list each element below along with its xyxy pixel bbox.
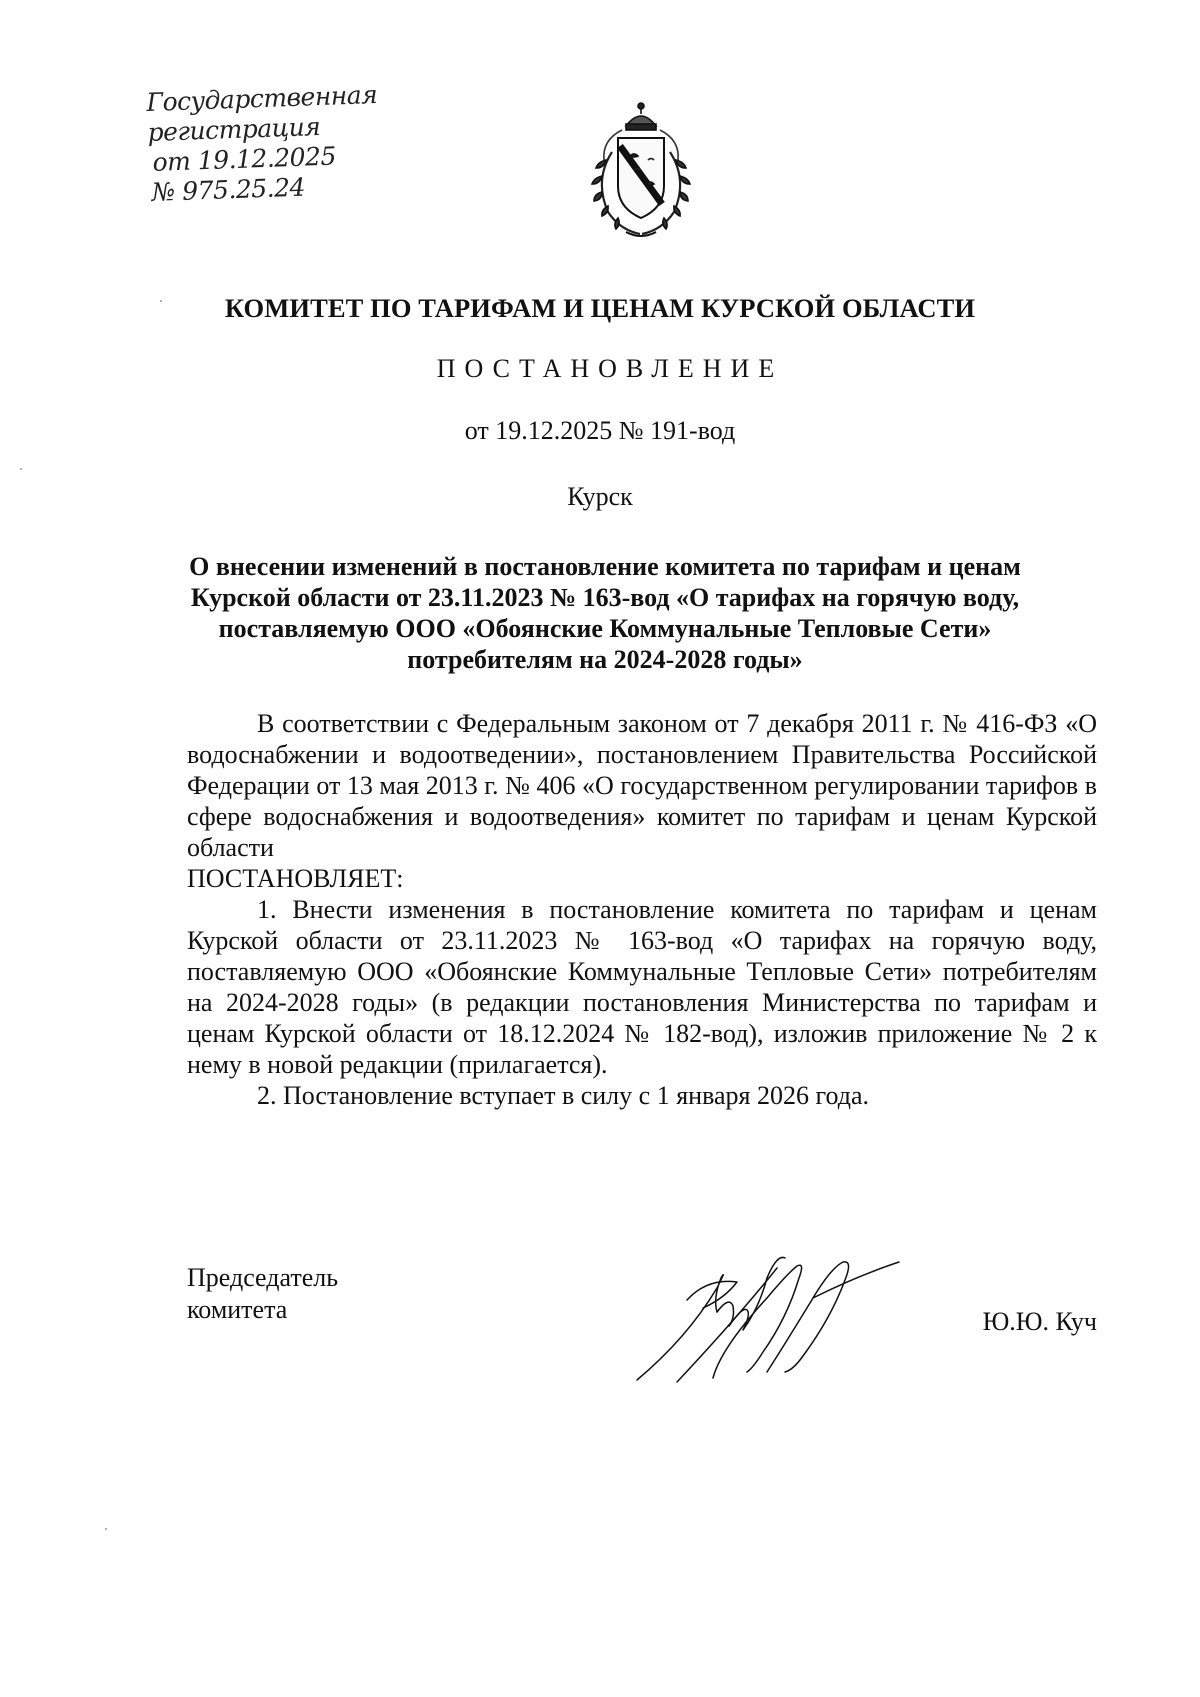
signatory-position	[187, 1262, 338, 1326]
handwritten-signature-icon	[617, 1248, 907, 1388]
document-city: Курск	[567, 482, 633, 511]
document-type-heading: ПОСТАНОВЛЕНИЕ	[436, 354, 784, 383]
item-2-paragraph: 2. Постановление вступает в силу с 1 января 2026 года.	[257, 1081, 870, 1110]
resolves-heading: ПОСТАНОВЛЯЕТ:	[187, 864, 404, 893]
registration-note-number: № 975.25.24	[151, 172, 306, 207]
scan-speck	[20, 468, 22, 470]
signatory-position-line: Председатель	[187, 1263, 339, 1292]
document-body	[187, 708, 1097, 1111]
registration-note-line: Государственная	[145, 79, 378, 118]
handwritten-registration-note	[146, 80, 380, 208]
item-1-paragraph: 1. Внести изменения в постановление комитета по тарифам и ценам Курской области от 23.11.2023 № 163-вод «О тарифах на горячую воду, поставляемую ООО «Обоянские Коммунальные Тепловые Сети» потребителям на 2024-2028 годы» (в редакции постановления Министерства по тарифам и ценам Курской области от 18.12.2024 № 182-вод), изложив приложение № 2 к нему в новой редакции (прилагается).	[187, 895, 1097, 1079]
scan-speck	[160, 300, 162, 302]
signatory-position-line: комитета	[187, 1295, 288, 1324]
document-subject: О внесении изменений в постановление комитета по тарифам и ценам Курской области от 23.11.2023 № 163-вод «О тарифах на горячую воду, поставляемую ООО «Обоянские Коммунальные Тепловые Сети» потребителям на 2024-2028 годы»	[189, 552, 1021, 674]
document-date-number: от 19.12.2025 № 191-вод	[464, 416, 736, 445]
registration-note-date: от 19.12.2025	[152, 141, 337, 177]
kursk-coat-of-arms-icon	[582, 100, 700, 242]
scan-speck	[105, 1528, 107, 1530]
signatory-name: Ю.Ю. Куч	[982, 1307, 1097, 1336]
preamble-paragraph: В соответствии с Федеральным законом от 7 декабря 2011 г. № 416-ФЗ «О водоснабжении и водоотведении», постановлением Правительства Российской Федерации от 13 мая 2013 г. № 406 «О государственном регулировании тарифов в сфере водоснабжения и водоотведения» комитет по тарифам и ценам Курской области	[187, 709, 1097, 862]
organization-title: КОМИТЕТ ПО ТАРИФАМ И ЦЕНАМ КУРСКОЙ ОБЛАСТИ	[224, 293, 976, 323]
registration-note-line: регистрация	[147, 112, 321, 148]
signature-block	[187, 1262, 1097, 1382]
